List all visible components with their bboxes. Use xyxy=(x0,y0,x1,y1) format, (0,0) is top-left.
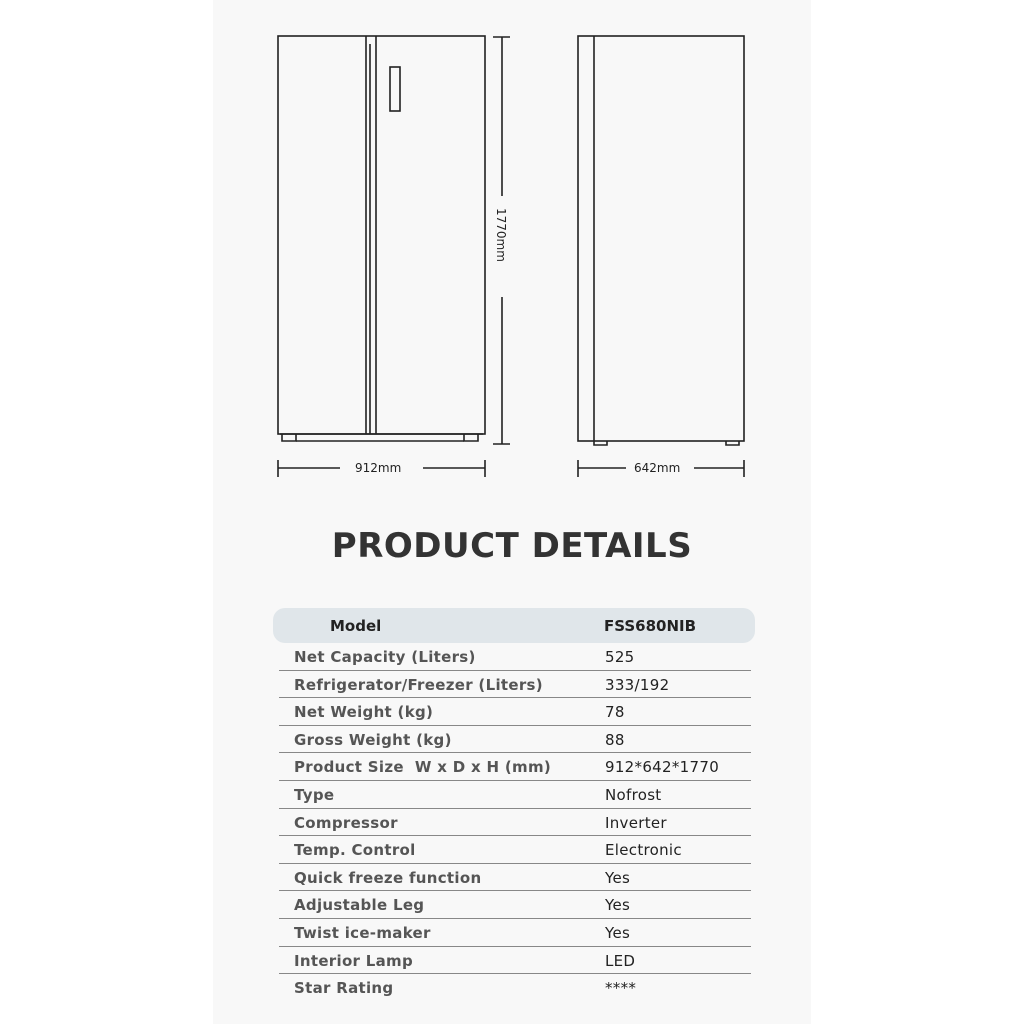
row-label: Quick freeze function xyxy=(294,868,482,887)
table-row xyxy=(279,753,751,781)
row-label: Product Size W x D x H (mm) xyxy=(294,758,552,777)
table-row xyxy=(279,947,751,975)
row-label: Adjustable Leg xyxy=(294,896,425,915)
fridge-front-outline xyxy=(278,36,485,434)
row-label: Type xyxy=(294,785,335,804)
table-row xyxy=(279,643,751,671)
fridge-side-outline xyxy=(578,36,744,441)
row-value: Inverter xyxy=(605,813,667,832)
depth-dimension-label: 642mm xyxy=(634,461,681,475)
header-label: Model xyxy=(330,617,382,635)
row-value: 88 xyxy=(605,730,625,749)
spec-table xyxy=(273,608,755,1001)
row-value: 525 xyxy=(605,648,635,666)
row-value: Yes xyxy=(605,868,631,887)
row-value: Nofrost xyxy=(605,785,662,804)
table-row xyxy=(279,891,751,919)
row-label: Compressor xyxy=(294,813,398,832)
table-row xyxy=(279,698,751,726)
row-value: 333/192 xyxy=(605,675,670,694)
height-dimension-label: 1770mm xyxy=(494,208,508,262)
table-row xyxy=(279,974,751,1001)
table-row xyxy=(279,836,751,864)
row-value: 78 xyxy=(605,703,625,722)
row-value: Yes xyxy=(605,923,631,942)
table-row xyxy=(279,919,751,947)
row-label: Refrigerator/Freezer (Liters) xyxy=(294,675,543,694)
row-label: Twist ice-maker xyxy=(294,923,431,942)
fridge-dimension-drawing xyxy=(0,0,1024,500)
front-feet xyxy=(282,434,478,441)
row-label: Temp. Control xyxy=(294,841,416,860)
row-value: LED xyxy=(605,951,636,970)
table-row xyxy=(279,726,751,754)
table-row xyxy=(279,809,751,837)
row-label: Net Weight (kg) xyxy=(294,703,434,722)
row-label: Star Rating xyxy=(294,979,394,998)
table-row xyxy=(279,781,751,809)
table-row xyxy=(279,864,751,892)
row-label: Interior Lamp xyxy=(294,951,414,970)
row-label: Net Capacity (Liters) xyxy=(294,648,476,666)
table-row xyxy=(279,671,751,699)
dispenser-outline xyxy=(390,67,400,111)
table-header-row xyxy=(273,608,755,643)
row-label: Gross Weight (kg) xyxy=(294,730,452,749)
row-value: **** xyxy=(605,979,637,998)
row-value: Yes xyxy=(605,896,631,915)
page-title: PRODUCT DETAILS xyxy=(331,526,693,566)
header-value: FSS680NIB xyxy=(604,617,697,635)
width-dimension-label: 912mm xyxy=(355,461,402,475)
table-body xyxy=(279,643,751,1001)
row-value: Electronic xyxy=(605,841,682,860)
row-value: 912*642*1770 xyxy=(605,758,720,777)
